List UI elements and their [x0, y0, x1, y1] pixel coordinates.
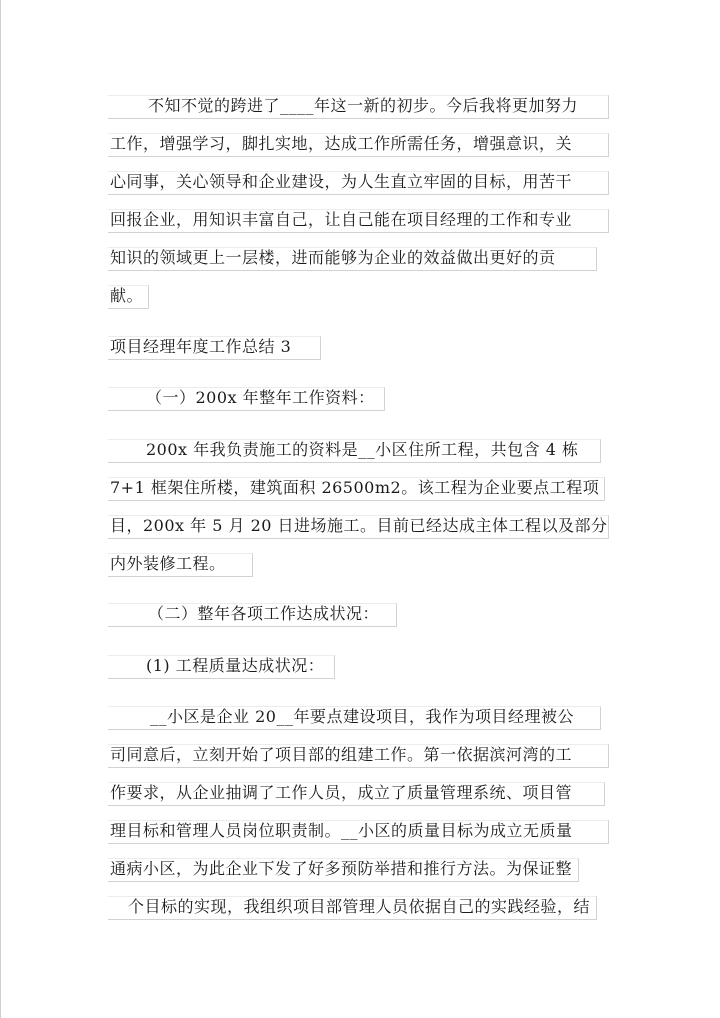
paragraph-line: 回报企业，用知识丰富自己，让自己能在项目经理的工作和专业 — [110, 210, 573, 229]
section-heading: 项目经理年度工作总结 3 — [110, 337, 292, 356]
paragraph-line: 目，200x 年 5 月 20 日进场施工。目前已经达成主体工程以及部分 — [110, 516, 608, 535]
paragraph-line: 个目标的实现，我组织项目部管理人员依据自己的实践经验，结 — [128, 897, 591, 916]
paragraph-line: 知识的领域更上一层楼，进而能够为企业的效益做出更好的贡 — [110, 248, 556, 267]
paragraph-line: __小区是企业 20__年要点建设项目，我作为项目经理被公 — [150, 707, 574, 726]
paragraph-line: 心同事，关心领导和企业建设，为人生直立牢固的目标，用苦干 — [110, 172, 573, 191]
paragraph-line: 不知不觉的跨进了____年这一新的初步。今后我将更加努力 — [148, 96, 579, 115]
subsection-heading: （二）整年各项工作达成状况： — [148, 604, 380, 623]
paragraph-line: 通病小区，为此企业下发了好多预防举措和推行方法。为保证整 — [110, 859, 573, 878]
paragraph-line: 200x 年我负责施工的资料是__小区住所工程，共包含 4 栋 — [146, 440, 579, 459]
paragraph-line: 司同意后，立刻开始了项目部的组建工作。第一依据滨河湾的工 — [110, 745, 573, 764]
paragraph-line: 工作，增强学习，脚扎实地，达成工作所需任务，增强意识，关 — [110, 134, 573, 153]
paragraph-line: 作要求，从企业抽调了工作人员，成立了质量管理系统、项目管 — [110, 783, 573, 802]
paragraph-line: 内外装修工程。 — [110, 554, 226, 573]
subsection-heading: （一）200x 年整年工作资料： — [146, 388, 375, 407]
paragraph-line: 献。 — [110, 286, 144, 305]
page-border — [0, 0, 1, 1018]
paragraph-line: 7+1 框架住所楼，建筑面积 26500m2。该工程为企业要点工程项 — [110, 478, 600, 497]
item-heading: (1) 工程质量达成状况： — [146, 656, 325, 675]
paragraph-line: 理目标和管理人员岗位职责制。__小区的质量目标为成立无质量 — [110, 821, 573, 840]
